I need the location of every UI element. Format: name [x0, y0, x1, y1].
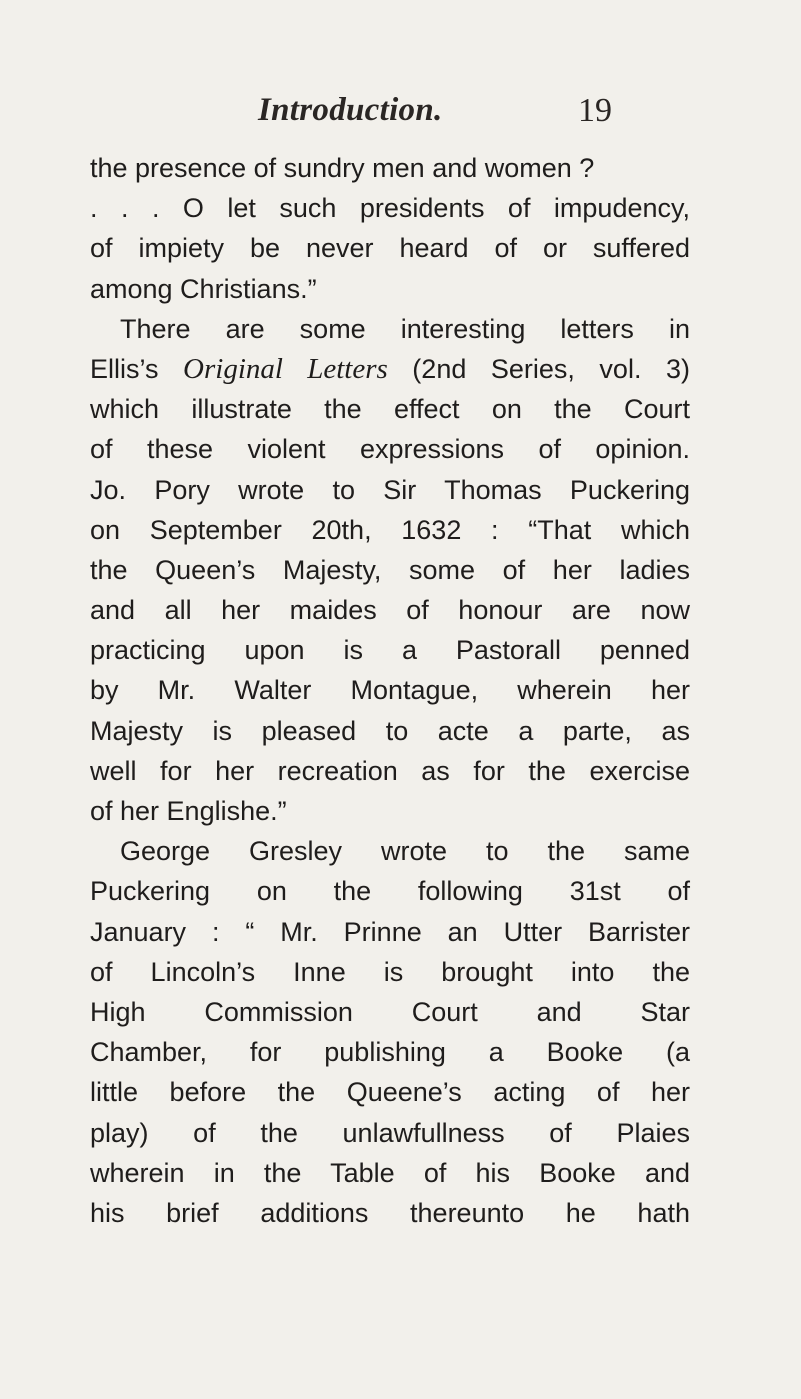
- text-line: Chamber, for publishing a Booke (a: [90, 1037, 690, 1068]
- text-line: Jo. Pory wrote to Sir Thomas Puckering: [90, 474, 690, 505]
- text-line: his brief additions thereunto he hath: [90, 1197, 690, 1228]
- page-number: 19: [578, 92, 612, 129]
- body-text: [90, 148, 690, 1233]
- text-segment: (2nd Series, vol. 3): [387, 353, 690, 384]
- text-line: There are some interesting letters in: [120, 313, 690, 344]
- text-line: practicing upon is a Pastorall penned: [90, 635, 690, 666]
- text-line: January : “ Mr. Prinne an Utter Barrister: [90, 916, 690, 947]
- text-line: George Gresley wrote to the same: [120, 836, 690, 867]
- text-line: and all her maides of honour are now: [90, 595, 690, 626]
- text-line: of Lincoln’s Inne is brought into the: [90, 956, 690, 987]
- text-line: High Commission Court and Star: [90, 996, 690, 1027]
- book-title-italic: Original Letters: [183, 352, 388, 385]
- text-line: the Queen’s Majesty, some of her ladies: [90, 554, 690, 585]
- text-line: among Christians.”: [90, 273, 317, 304]
- text-line: well for her recreation as for the exercise: [90, 755, 690, 786]
- text-line: of her Englishe.”: [90, 796, 287, 826]
- text-line: . . . O let such presidents of impudency,: [90, 193, 690, 224]
- text-line: which illustrate the effect on the Court: [90, 394, 690, 425]
- text-line: Puckering on the following 31st of: [90, 876, 690, 907]
- text-line: wherein in the Table of his Booke and: [90, 1157, 690, 1188]
- text-line: Majesty is pleased to acte a parte, as: [90, 715, 690, 746]
- text-line: of these violent expressions of opinion.: [90, 434, 690, 465]
- text-line: of impiety be never heard of or suffered: [90, 233, 690, 264]
- text-line: [90, 349, 690, 389]
- text-line: the presence of sundry men and women ?: [90, 153, 595, 183]
- text-line: on September 20th, 1632 : “That which: [90, 514, 690, 545]
- text-line: little before the Queene’s acting of her: [90, 1077, 690, 1108]
- text-line: play) of the unlawfullness of Plaies: [90, 1117, 690, 1148]
- running-title: Introduction.: [258, 92, 443, 128]
- text-line: by Mr. Walter Montague, wherein her: [90, 675, 690, 706]
- text-segment: Ellis’s: [90, 353, 184, 384]
